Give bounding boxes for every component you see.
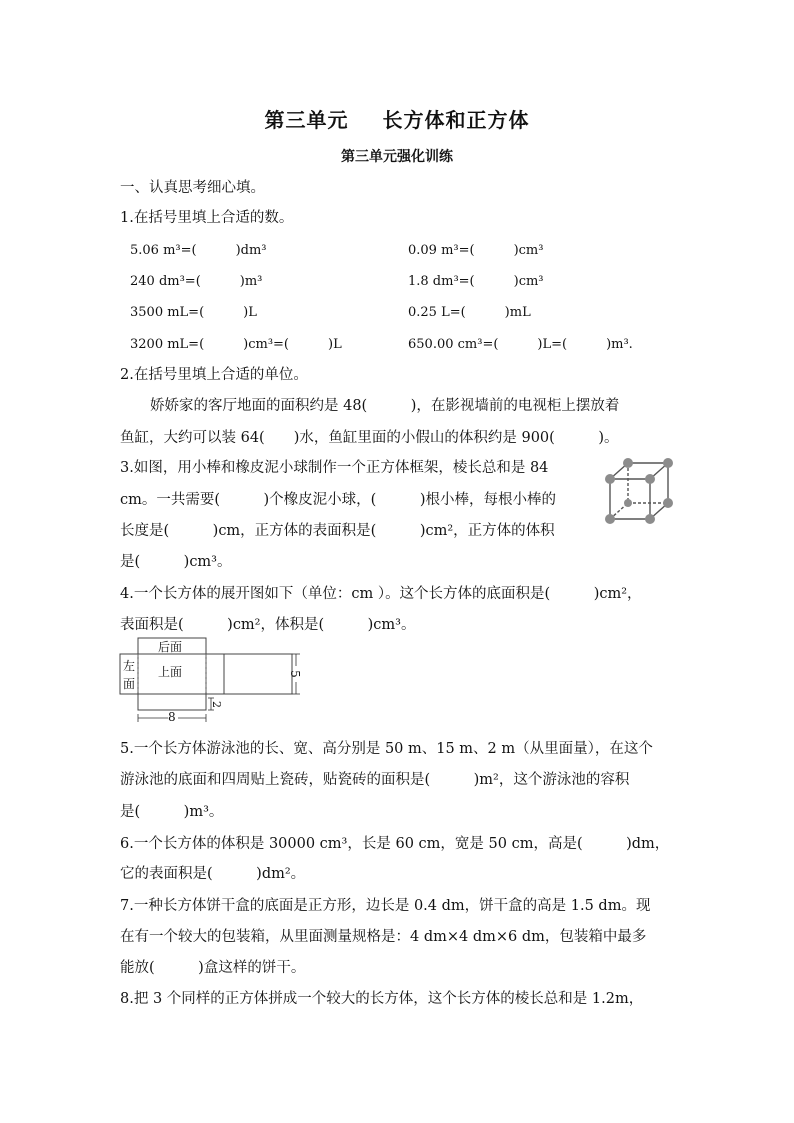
net-label-left: 面: [123, 677, 136, 691]
q8-text: 8.把 3 个同样的正方体拼成一个较大的长方体，这个长方体的棱长总和是 1.2m，: [120, 991, 644, 1007]
q2-stem: 2.在括号里填上合适的单位。: [120, 367, 308, 383]
q1-stem: 1.在括号里填上合适的数。: [120, 210, 294, 226]
q1-item: 0.09 m³=( )cm³: [408, 243, 544, 258]
q7-text: 7.一种长方体饼干盒的底面是正方形，边长是 0.4 dm，饼干盒的高是 1.5 dm。现: [120, 898, 651, 914]
net-dim-width: 8: [168, 710, 176, 724]
q5-text: 游泳池的底面和四周贴上瓷砖，贴瓷砖的面积是( )m²，这个游泳池的容积: [120, 772, 630, 788]
q1-item: 3500 mL=( )L: [130, 305, 257, 320]
q5-text: 5.一个长方体游泳池的长、宽、高分别是 50 m、15 m、2 m（从里面量），在这个: [120, 741, 653, 757]
q3-text: 是( )cm³。: [120, 554, 232, 570]
net-dim-depth: 2: [210, 701, 223, 708]
q6-text: 它的表面积是( )dm²。: [120, 866, 306, 882]
title-topic: 长方体和正方体: [382, 108, 530, 132]
q2-text: 鱼缸，大约可以装 64( )水，鱼缸里面的小假山的体积约是 900( )。: [120, 430, 619, 446]
net-label-top: 上面: [158, 665, 183, 679]
q4-text: 表面积是( )cm²，体积是( )cm³。: [120, 617, 416, 633]
q1-item: 5.06 m³=( )dm³: [130, 243, 267, 258]
q7-text: 在有一个较大的包装箱，从里面测量规格是：4 dm×4 dm×6 dm，包装箱中最多: [120, 929, 647, 945]
section-heading: 一、认真思考细心填。: [120, 180, 265, 196]
page-subtitle: 第三单元强化训练: [341, 149, 453, 165]
q3-text: cm。一共需要( )个橡皮泥小球，( )根小棒，每根小棒的: [120, 492, 556, 508]
title-unit: 第三单元: [264, 108, 349, 132]
q1-item: 3200 mL=( )cm³=( )L: [130, 337, 342, 352]
q6-text: 6.一个长方体的体积是 30000 cm³，长是 60 cm，宽是 50 cm，高是( )dm，: [120, 836, 670, 852]
q1-item: 1.8 dm³=( )cm³: [408, 274, 544, 289]
cuboid-net-figure: [118, 634, 308, 726]
q5-text: 是( )m³。: [120, 804, 224, 820]
q2-text: 娇娇家的客厅地面的面积约是 48( )，在影视墙前的电视柜上摆放着: [150, 398, 620, 414]
net-dim-height: 5: [287, 670, 302, 678]
q4-text: 4.一个长方体的展开图如下（单位：cm ）。这个长方体的底面积是( )cm²，: [120, 586, 642, 602]
net-label-left: 左: [123, 659, 136, 673]
q3-text: 3.如图，用小棒和橡皮泥小球制作一个正方体框架，棱长总和是 84: [120, 460, 549, 476]
q1-item: 650.00 cm³=( )L=( )m³.: [408, 337, 633, 352]
page-title: [0, 104, 794, 133]
q1-item: 0.25 L=( )mL: [408, 305, 531, 320]
q1-item: 240 dm³=( )m³: [130, 274, 263, 289]
q7-text: 能放( )盒这样的饼干。: [120, 960, 306, 976]
q3-text: 长度是( )cm，正方体的表面积是( )cm²，正方体的体积: [120, 523, 555, 539]
net-label-back: 后面: [158, 640, 183, 654]
cube-frame-figure: [604, 452, 684, 532]
